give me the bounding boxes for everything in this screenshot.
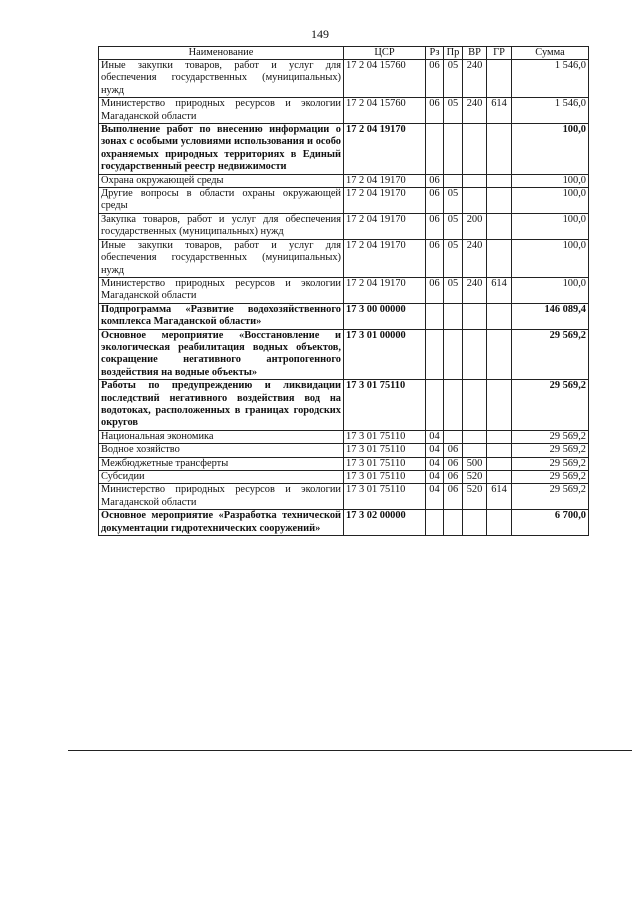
row-gr-cell xyxy=(487,329,512,380)
row-csr-cell: 17 3 01 75110 xyxy=(344,444,426,457)
row-pr-cell xyxy=(444,430,463,443)
row-gr-cell xyxy=(487,444,512,457)
row-sum-cell: 29 569,2 xyxy=(512,430,589,443)
row-vr-cell: 200 xyxy=(463,213,487,239)
page-number: 149 xyxy=(311,27,329,41)
row-csr-cell: 17 3 02 00000 xyxy=(344,510,426,536)
row-rz-cell: 06 xyxy=(426,98,444,124)
table-row xyxy=(99,471,589,484)
row-csr-cell: 17 3 01 75110 xyxy=(344,380,426,431)
row-rz-cell: 06 xyxy=(426,60,444,98)
table-row xyxy=(99,213,589,239)
row-vr-cell xyxy=(463,174,487,187)
row-vr-cell: 240 xyxy=(463,60,487,98)
row-sum-cell: 1 546,0 xyxy=(512,98,589,124)
header-csr: ЦСР xyxy=(344,47,426,60)
row-pr-cell xyxy=(444,380,463,431)
row-sum-cell: 29 569,2 xyxy=(512,471,589,484)
header-vr: ВР xyxy=(463,47,487,60)
row-sum-cell: 100,0 xyxy=(512,213,589,239)
row-pr-cell: 05 xyxy=(444,188,463,214)
row-name-cell: Выполнение работ по внесению информации о зонах с особыми условиями использования и особо охраняемых природных территориях в Единый государственный реестр недвижимости xyxy=(99,124,344,175)
row-pr-cell: 06 xyxy=(444,471,463,484)
row-gr-cell xyxy=(487,471,512,484)
row-sum-cell: 100,0 xyxy=(512,174,589,187)
row-vr-cell: 520 xyxy=(463,484,487,510)
budget-table xyxy=(98,46,589,536)
row-name-cell: Межбюджетные трансферты xyxy=(99,457,344,470)
row-pr-cell: 06 xyxy=(444,484,463,510)
row-vr-cell xyxy=(463,188,487,214)
row-rz-cell xyxy=(426,329,444,380)
row-pr-cell xyxy=(444,329,463,380)
row-pr-cell: 05 xyxy=(444,213,463,239)
table-row xyxy=(99,430,589,443)
row-sum-cell: 29 569,2 xyxy=(512,329,589,380)
table-row xyxy=(99,457,589,470)
row-pr-cell xyxy=(444,510,463,536)
row-rz-cell: 04 xyxy=(426,430,444,443)
row-gr-cell xyxy=(487,303,512,329)
row-name-cell: Работы по предупреждению и ликвидации последствий негативного воздействия вод на водотоках, расположенных в границах городских округов xyxy=(99,380,344,431)
row-vr-cell: 520 xyxy=(463,471,487,484)
row-gr-cell xyxy=(487,239,512,277)
row-gr-cell xyxy=(487,510,512,536)
row-pr-cell xyxy=(444,124,463,175)
row-vr-cell xyxy=(463,329,487,380)
row-gr-cell xyxy=(487,174,512,187)
row-name-cell: Министерство природных ресурсов и экологии Магаданской области xyxy=(99,98,344,124)
row-rz-cell: 04 xyxy=(426,444,444,457)
row-vr-cell: 500 xyxy=(463,457,487,470)
row-gr-cell xyxy=(487,188,512,214)
row-pr-cell: 06 xyxy=(444,444,463,457)
table-row xyxy=(99,188,589,214)
row-rz-cell xyxy=(426,124,444,175)
table-body xyxy=(99,60,589,536)
row-csr-cell: 17 3 00 00000 xyxy=(344,303,426,329)
row-vr-cell: 240 xyxy=(463,277,487,303)
row-sum-cell: 29 569,2 xyxy=(512,484,589,510)
row-gr-cell xyxy=(487,213,512,239)
row-name-cell: Охрана окружающей среды xyxy=(99,174,344,187)
row-csr-cell: 17 2 04 19170 xyxy=(344,174,426,187)
table-row xyxy=(99,329,589,380)
row-sum-cell: 29 569,2 xyxy=(512,444,589,457)
row-sum-cell: 100,0 xyxy=(512,277,589,303)
row-csr-cell: 17 2 04 15760 xyxy=(344,60,426,98)
row-sum-cell: 100,0 xyxy=(512,124,589,175)
table-row xyxy=(99,124,589,175)
row-rz-cell: 06 xyxy=(426,188,444,214)
row-name-cell: Иные закупки товаров, работ и услуг для обеспечения государственных (муниципальных) нужд xyxy=(99,239,344,277)
row-sum-cell: 1 546,0 xyxy=(512,60,589,98)
row-rz-cell: 06 xyxy=(426,239,444,277)
row-pr-cell: 05 xyxy=(444,239,463,277)
header-sum: Сумма xyxy=(512,47,589,60)
row-csr-cell: 17 3 01 75110 xyxy=(344,430,426,443)
row-name-cell: Другие вопросы в области охраны окружающей среды xyxy=(99,188,344,214)
row-gr-cell xyxy=(487,457,512,470)
row-name-cell: Иные закупки товаров, работ и услуг для обеспечения государственных (муниципальных) нужд xyxy=(99,60,344,98)
row-csr-cell: 17 2 04 19170 xyxy=(344,188,426,214)
row-csr-cell: 17 2 04 19170 xyxy=(344,213,426,239)
header-rz: Рз xyxy=(426,47,444,60)
row-csr-cell: 17 2 04 19170 xyxy=(344,277,426,303)
row-sum-cell: 146 089,4 xyxy=(512,303,589,329)
row-rz-cell: 06 xyxy=(426,174,444,187)
row-name-cell: Подпрограмма «Развитие водохозяйственного комплекса Магаданской области» xyxy=(99,303,344,329)
row-gr-cell: 614 xyxy=(487,484,512,510)
row-pr-cell: 05 xyxy=(444,98,463,124)
row-sum-cell: 100,0 xyxy=(512,239,589,277)
table-header-row xyxy=(99,47,589,60)
header-gr: ГР xyxy=(487,47,512,60)
row-name-cell: Субсидии xyxy=(99,471,344,484)
row-name-cell: Министерство природных ресурсов и экологии Магаданской области xyxy=(99,277,344,303)
row-vr-cell xyxy=(463,303,487,329)
footer-divider xyxy=(68,750,632,751)
row-pr-cell xyxy=(444,174,463,187)
row-name-cell: Водное хозяйство xyxy=(99,444,344,457)
row-csr-cell: 17 2 04 19170 xyxy=(344,124,426,175)
row-rz-cell: 04 xyxy=(426,471,444,484)
row-rz-cell: 04 xyxy=(426,457,444,470)
row-rz-cell: 06 xyxy=(426,277,444,303)
row-gr-cell xyxy=(487,380,512,431)
row-rz-cell xyxy=(426,303,444,329)
row-vr-cell: 240 xyxy=(463,239,487,277)
row-name-cell: Закупка товаров, работ и услуг для обеспечения государственных (муниципальных) нужд xyxy=(99,213,344,239)
row-csr-cell: 17 3 01 75110 xyxy=(344,471,426,484)
row-csr-cell: 17 3 01 75110 xyxy=(344,484,426,510)
row-name-cell: Министерство природных ресурсов и экологии Магаданской области xyxy=(99,484,344,510)
row-vr-cell xyxy=(463,380,487,431)
row-pr-cell: 05 xyxy=(444,60,463,98)
row-gr-cell xyxy=(487,124,512,175)
row-csr-cell: 17 3 01 00000 xyxy=(344,329,426,380)
row-gr-cell xyxy=(487,60,512,98)
row-vr-cell xyxy=(463,430,487,443)
table-row xyxy=(99,380,589,431)
row-rz-cell xyxy=(426,510,444,536)
row-csr-cell: 17 2 04 15760 xyxy=(344,98,426,124)
table-row xyxy=(99,484,589,510)
row-sum-cell: 100,0 xyxy=(512,188,589,214)
header-name: Наименование xyxy=(99,47,344,60)
row-sum-cell: 29 569,2 xyxy=(512,380,589,431)
row-vr-cell: 240 xyxy=(463,98,487,124)
header-pr: Пр xyxy=(444,47,463,60)
row-vr-cell xyxy=(463,124,487,175)
row-rz-cell: 06 xyxy=(426,213,444,239)
table-row xyxy=(99,174,589,187)
row-name-cell: Основное мероприятие «Разработка технической документации гидротехнических сооружений» xyxy=(99,510,344,536)
table-row xyxy=(99,60,589,98)
row-vr-cell xyxy=(463,444,487,457)
row-sum-cell: 6 700,0 xyxy=(512,510,589,536)
row-rz-cell: 04 xyxy=(426,484,444,510)
row-name-cell: Основное мероприятие «Восстановление и экологическая реабилитация водных объектов, сокращение негативного антропогенного воздействия на водные объекты» xyxy=(99,329,344,380)
row-pr-cell xyxy=(444,303,463,329)
row-gr-cell xyxy=(487,430,512,443)
row-csr-cell: 17 3 01 75110 xyxy=(344,457,426,470)
row-pr-cell: 05 xyxy=(444,277,463,303)
row-vr-cell xyxy=(463,510,487,536)
table-row xyxy=(99,510,589,536)
table-row xyxy=(99,444,589,457)
row-sum-cell: 29 569,2 xyxy=(512,457,589,470)
row-csr-cell: 17 2 04 19170 xyxy=(344,239,426,277)
row-gr-cell: 614 xyxy=(487,277,512,303)
table-row xyxy=(99,98,589,124)
row-gr-cell: 614 xyxy=(487,98,512,124)
row-rz-cell xyxy=(426,380,444,431)
row-pr-cell: 06 xyxy=(444,457,463,470)
table-row xyxy=(99,303,589,329)
table-row xyxy=(99,277,589,303)
table-row xyxy=(99,239,589,277)
row-name-cell: Национальная экономика xyxy=(99,430,344,443)
